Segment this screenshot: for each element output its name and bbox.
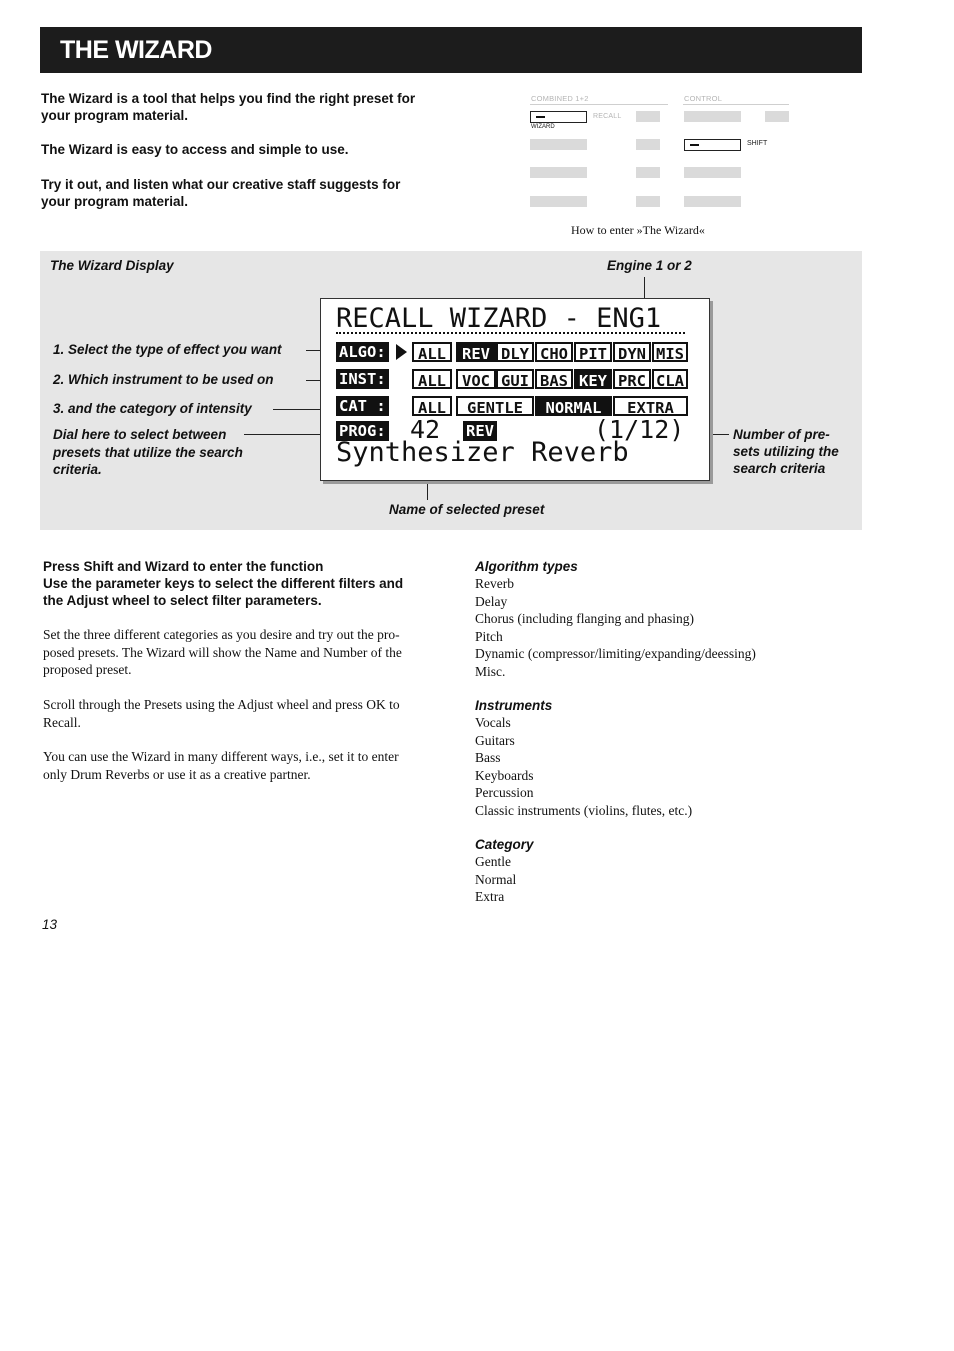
callout-preset-count: Number of pre-sets utilizing the search criteria [733, 427, 839, 476]
callout-intensity: 3. and the category of intensity [53, 401, 252, 416]
algo-option-all[interactable]: ALL [412, 342, 452, 362]
wizard-key[interactable] [530, 111, 587, 123]
inst-option-prc[interactable]: PRC [613, 369, 651, 389]
panel-key[interactable] [684, 196, 741, 207]
callout-line [644, 277, 645, 299]
inst-option-cla[interactable]: CLA [652, 369, 688, 389]
intro-paragraph-3: Try it out, and listen what our creative staff suggests for your program material. [41, 177, 401, 209]
algo-list-item: Dynamic (compressor/limiting/expanding/deessing) [475, 646, 756, 661]
inst-option-bas[interactable]: BAS [535, 369, 573, 389]
inst-list-title: Instruments [475, 698, 553, 713]
algo-option-pit[interactable]: PIT [574, 342, 612, 362]
panel-key[interactable] [684, 167, 741, 178]
shift-key[interactable] [684, 139, 741, 151]
instructions-paragraph-2: Scroll through the Presets using the Adjust wheel and press OK to Recall. [43, 697, 400, 730]
selection-arrow-icon [396, 344, 407, 360]
callout-instrument: 2. Which instrument to be used on [53, 372, 274, 387]
instructions-paragraph-1: Set the three different categories as you desire and try out the pro-posed presets. The Wizard will show the Name and Number of the proposed preset. [43, 627, 402, 677]
display-section-title: The Wizard Display [50, 258, 174, 273]
inst-list-item: Vocals [475, 715, 511, 730]
algo-list-item: Pitch [475, 628, 503, 644]
panel-key[interactable] [765, 111, 789, 122]
cat-option-gentle[interactable]: GENTLE [456, 396, 534, 416]
inst-option-all[interactable]: ALL [412, 369, 452, 389]
control-group-label: CONTROL [684, 94, 723, 103]
panel-divider [683, 104, 789, 105]
cat-option-extra[interactable]: EXTRA [613, 396, 688, 416]
callout-line [244, 434, 322, 435]
wizard-key-label: WIZARD [531, 124, 555, 130]
lcd-inst-label: INST: [336, 369, 389, 389]
prog-number: 42 [410, 415, 441, 444]
cat-option-all[interactable]: ALL [412, 396, 452, 416]
inst-list-item: Bass [475, 750, 501, 765]
panel-key[interactable] [636, 139, 660, 150]
preset-count: (1/12) [594, 415, 685, 444]
inst-list-item: Percussion [475, 785, 534, 800]
lcd-prog-label: PROG: [336, 421, 389, 441]
intro-paragraph-1: The Wizard is a tool that helps you find the right preset for your program material. [41, 91, 416, 123]
algo-list-item: Delay [475, 593, 508, 609]
cat-list-item: Normal [475, 871, 517, 887]
panel-key[interactable] [636, 167, 660, 178]
algo-option-rev[interactable]: REV [456, 342, 496, 362]
front-panel-diagram [528, 92, 798, 217]
callout-line [273, 409, 322, 410]
panel-key[interactable] [530, 167, 587, 178]
instructions-paragraph-3: You can use the Wizard in many different ways, i.e., set it to enter only Drum Reverbs or use it as a creative partner. [43, 749, 399, 782]
panel-key[interactable] [530, 139, 587, 150]
algo-list-title: Algorithm types [475, 559, 578, 574]
cat-list-item: Extra [475, 889, 505, 904]
algo-list-item: Chorus (including flanging and phasing) [475, 611, 694, 626]
combined-group-label: COMBINED 1+2 [531, 94, 589, 103]
callout-effect-type: 1. Select the type of effect you want [53, 342, 282, 357]
algo-option-mis[interactable]: MIS [652, 342, 688, 362]
callout-preset-name: Name of selected preset [389, 502, 545, 517]
callout-line [427, 478, 428, 500]
cat-option-normal[interactable]: NORMAL [535, 396, 612, 416]
prog-algo-badge: REV [463, 421, 497, 441]
page-header [40, 27, 862, 73]
intro-paragraph-2: The Wizard is easy to access and simple to use. [41, 142, 349, 157]
algo-option-dyn[interactable]: DYN [613, 342, 651, 362]
filter-lists [475, 558, 895, 906]
algo-list-item: Reverb [475, 576, 514, 591]
inst-option-gui[interactable]: GUI [496, 369, 534, 389]
cat-list-title: Category [475, 837, 534, 852]
inst-list-item: Keyboards [475, 767, 534, 783]
callout-dial: Dial here to select between presets that utilize the search criteria. [53, 427, 243, 477]
inst-list-item: Classic instruments (violins, flutes, etc.) [475, 802, 693, 818]
cat-list-item: Gentle [475, 854, 511, 869]
algo-option-cho[interactable]: CHO [535, 342, 573, 362]
panel-key[interactable] [684, 111, 741, 122]
inst-option-key[interactable]: KEY [574, 369, 612, 389]
engine-callout: Engine 1 or 2 [607, 258, 692, 273]
page-number: 13 [42, 917, 58, 932]
panel-caption: How to enter »The Wizard« [571, 223, 705, 237]
page-title: THE WIZARD [60, 36, 212, 64]
panel-divider [530, 104, 668, 105]
algo-list-item: Misc. [475, 663, 506, 679]
panel-key[interactable] [636, 111, 660, 122]
inst-list-item: Guitars [475, 732, 515, 748]
preset-name: Synthesizer Reverb [336, 437, 629, 468]
panel-key[interactable] [530, 196, 587, 207]
shift-key-label: SHIFT [747, 140, 768, 147]
panel-key[interactable] [636, 196, 660, 207]
lcd-algo-label: ALGO: [336, 342, 389, 362]
lcd-cat-label: CAT : [336, 396, 389, 416]
lcd-screen [320, 298, 710, 481]
lcd-title-underline [336, 332, 685, 334]
lcd-title: RECALL WIZARD - ENG1 [336, 303, 662, 334]
algo-option-dly[interactable]: DLY [496, 342, 534, 362]
inst-option-voc[interactable]: VOC [456, 369, 496, 389]
recall-key-label: RECALL [593, 113, 622, 120]
instructions-bold: Press Shift and Wizard to enter the function Use the parameter keys to select the different filters and the Adjust wheel to select filter parameters. [43, 559, 404, 608]
